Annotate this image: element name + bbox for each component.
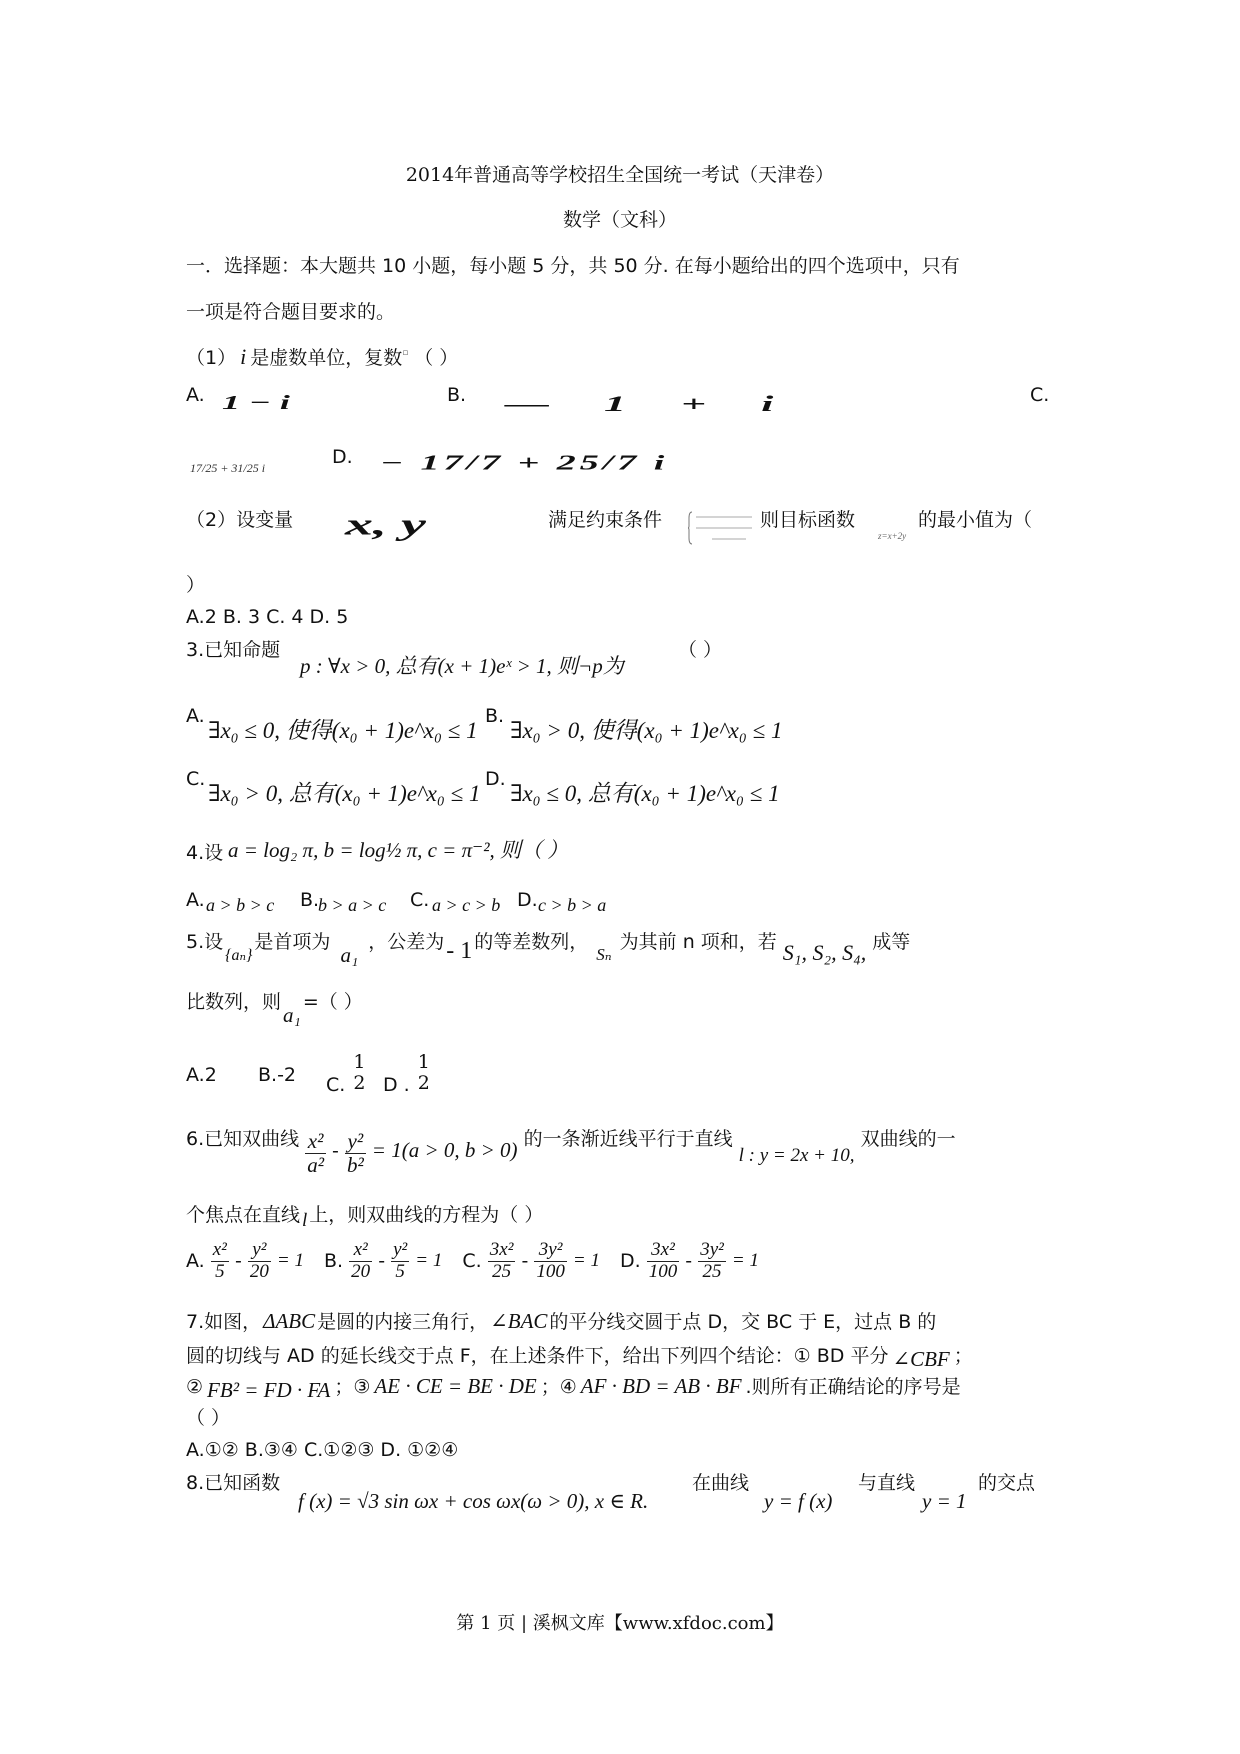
q7-line2 xyxy=(186,1344,973,1371)
q3-option-d-label: D. xyxy=(485,768,506,790)
q7-text: 圆的切线与 AD 的延长线交于点 F，在上述条件下，给出下列四个结论：① BD 平分 xyxy=(186,1345,889,1367)
q7-conclusion-3: AE · CE = BE · DE xyxy=(374,1374,537,1398)
q2-options: A.2 B. 3 C. 4 D. 5 xyxy=(186,606,349,628)
q6-c-frac2 xyxy=(534,1240,567,1283)
q6-line2 xyxy=(186,1204,544,1231)
q7-text: 的平分线交圆于点 D，交 BC 于 E，过点 B 的 xyxy=(549,1311,937,1333)
q2-stem-c: 则目标函数 xyxy=(760,509,856,531)
q8-line: y = 1 xyxy=(922,1489,967,1513)
page-title: 2014年普通高等学校招生全国统一考试（天津卷） xyxy=(405,164,835,186)
q1-option-d-label: D. xyxy=(332,446,353,468)
equals-one: = 1 xyxy=(731,1249,759,1271)
q2-objective: z=x+2y xyxy=(878,531,907,541)
q7-triangle: ΔABC xyxy=(263,1309,316,1333)
q2-vars: x, y xyxy=(345,507,426,542)
q4-option-b-label: B. xyxy=(300,889,320,911)
q8-stem-b: 在曲线 xyxy=(692,1472,750,1494)
q7-angle: ∠BAC xyxy=(490,1309,548,1333)
q6-option-b xyxy=(324,1240,442,1283)
q4-option-a-label: A. xyxy=(186,889,205,911)
q5-option-b: B.-2 xyxy=(258,1064,297,1086)
q6-line2-l: l xyxy=(302,1210,308,1231)
q1-option-b-label: B. xyxy=(447,384,467,406)
frac-num: y² xyxy=(248,1240,271,1262)
q5-c-num: 1 xyxy=(353,1051,366,1073)
q5-option-c xyxy=(326,1051,367,1097)
frac-num: 3x² xyxy=(489,1239,514,1260)
q3-option-c-label: C. xyxy=(186,768,206,790)
q7-text: .则所有正确结论的序号是 xyxy=(745,1376,961,1398)
minus-sign: - xyxy=(378,1249,386,1272)
q5-d-den: 2 xyxy=(417,1071,430,1094)
q3-paren: （ ） xyxy=(678,639,723,661)
minus-sign: - xyxy=(234,1249,242,1272)
q5-seq: {aₙ} xyxy=(225,947,253,964)
q6-frac-y-den: b² xyxy=(346,1153,364,1178)
q7-text: ； xyxy=(953,1345,973,1367)
q6-b-frac2 xyxy=(391,1240,409,1283)
q3-option-d: ∃x₀ ≤ 0, 总有(x₀ + 1)e^x₀ ≤ 1 xyxy=(510,781,780,806)
q6-frac-x-den: a² xyxy=(307,1153,324,1178)
q6-option-c-label: C. xyxy=(462,1249,482,1272)
q1-paren: （ ） xyxy=(414,347,459,369)
q3-option-b: ∃x₀ > 0, 使得(x₀ + 1)e^x₀ ≤ 1 xyxy=(510,718,783,743)
q4-option-b: b > a > c xyxy=(318,895,387,915)
q3-option-c: ∃x₀ > 0, 总有(x₀ + 1)e^x₀ ≤ 1 xyxy=(208,781,481,806)
equals-one: = 1 xyxy=(276,1249,304,1271)
minus-sign: - xyxy=(521,1249,529,1272)
q5-line2-b: =（ ） xyxy=(302,991,363,1013)
q7-conclusion-4: AF · BD = AB · BF xyxy=(580,1374,742,1398)
q7-conclusion-2: FB² = FD · FA xyxy=(207,1378,331,1402)
q6-option-c xyxy=(462,1240,600,1283)
q7-text: ② xyxy=(186,1376,204,1398)
q3-option-a: ∃x₀ ≤ 0, 使得(x₀ + 1)e^x₀ ≤ 1 xyxy=(208,718,478,743)
q6-b-frac1 xyxy=(349,1240,372,1283)
q6-option-d-label: D. xyxy=(620,1249,641,1272)
q7-angle2: ∠CBF xyxy=(892,1347,950,1371)
q6-line1 xyxy=(186,1130,956,1177)
q6-a-frac2 xyxy=(248,1240,271,1283)
frac-num: y² xyxy=(393,1239,408,1260)
q1-text: 是虚数单位，复数 xyxy=(250,347,403,369)
frac-den: 20 xyxy=(351,1260,371,1282)
q2-stem-e: ） xyxy=(186,574,206,596)
frac-num: 3y² xyxy=(700,1239,724,1260)
q3-option-a-label: A. xyxy=(186,705,205,727)
q6-options xyxy=(186,1240,759,1283)
q6-frac-x-num: x² xyxy=(305,1130,326,1154)
q2-stem-b: 满足约束条件 xyxy=(548,509,663,531)
q7-text: 7.如图， xyxy=(186,1311,262,1333)
q5-option-d-frac xyxy=(416,1052,432,1094)
q6-stem-a: 6.已知双曲线 xyxy=(186,1128,300,1151)
q5-option-d xyxy=(383,1051,432,1097)
frac-den: 5 xyxy=(215,1260,225,1282)
q3-stem: 3.已知命题 xyxy=(186,639,281,661)
q6-stem-c: 双曲线的一 xyxy=(860,1128,956,1151)
q5-option-c-frac xyxy=(351,1052,367,1094)
q5-sn: Sₙ xyxy=(596,945,612,964)
frac-num: x² xyxy=(349,1240,372,1262)
minus-sign: - xyxy=(685,1249,693,1272)
q6-option-a-label: A. xyxy=(186,1249,205,1272)
q6-line2-a: 个焦点在直线 xyxy=(186,1204,301,1226)
q5-c-den: 2 xyxy=(353,1071,366,1094)
frac-den: 25 xyxy=(702,1260,722,1282)
q3-formula: p : ∀x > 0, 总有(x + 1)eˣ > 1, 则¬p为 xyxy=(300,654,624,678)
q5-stem-e: 为其前 n 项和，若 xyxy=(619,931,777,953)
q2-stem-a: （2）设变量 xyxy=(186,509,294,531)
q7-line3 xyxy=(186,1374,961,1402)
equals-one: = 1 xyxy=(415,1249,443,1271)
q1-option-b: — 1 + i xyxy=(505,391,796,416)
section-intro-line1: 一．选择题：本大题共 10 小题，每小题 5 分，共 50 分. 在每小题给出的四个选项中，只有 xyxy=(186,255,960,277)
q7-line1 xyxy=(186,1310,936,1333)
q4-option-a: a > b > c xyxy=(206,895,275,915)
q1-imag-unit: i xyxy=(240,344,247,369)
q6-line2-b: 上，则双曲线的方程为（ ） xyxy=(309,1204,544,1226)
frac-den: 100 xyxy=(648,1260,678,1282)
q3-option-b-label: B. xyxy=(485,705,505,727)
frac-den: 5 xyxy=(395,1260,405,1282)
q5-option-a: A.2 xyxy=(186,1064,217,1086)
q5-stem-a: 5.设 xyxy=(186,931,224,953)
question-1-stem xyxy=(186,345,458,369)
q5-option-d-label: D . xyxy=(383,1074,410,1097)
q6-frac-y xyxy=(345,1130,366,1177)
q5-line2-a: 比数列，则 xyxy=(186,991,282,1013)
q2-stem-d: 的最小值为（ xyxy=(918,509,1033,531)
q6-d-frac2 xyxy=(698,1240,726,1283)
equals-one: = 1 xyxy=(572,1249,600,1271)
q6-c-frac1 xyxy=(488,1240,516,1283)
q8-formula: f (x) = √3 sin ωx + cos ωx(ω > 0), x ∈ R. xyxy=(298,1489,649,1513)
section-intro-line2: 一项是符合题目要求的。 xyxy=(186,301,396,323)
q6-option-b-label: B. xyxy=(324,1249,344,1272)
q8-stem-c: 与直线 xyxy=(858,1472,916,1494)
q5-stem-b: 是首项为 xyxy=(254,931,331,953)
frac-den: 100 xyxy=(536,1260,565,1282)
q5-line2 xyxy=(186,990,363,1027)
q7-text: ；④ xyxy=(540,1376,577,1398)
q5-stem-f: 成等 xyxy=(872,931,911,953)
q1-option-c-label: C. xyxy=(1030,384,1050,406)
q7-options: A.①② B.③④ C.①②③ D. ①②④ xyxy=(186,1439,459,1461)
frac-num: x² xyxy=(212,1239,227,1260)
q1-option-a-label: A. xyxy=(186,384,205,406)
q6-d-frac1 xyxy=(647,1240,680,1283)
q6-line: l : y = 2x + 10, xyxy=(738,1145,855,1167)
q2-constraints-image xyxy=(688,510,758,546)
q5-a1: a₁ xyxy=(340,943,359,967)
q7-text: ；③ xyxy=(334,1376,371,1398)
q5-d-num: 1 xyxy=(417,1051,430,1073)
frac-num: 3y² xyxy=(534,1240,567,1262)
frac-num: 3x² xyxy=(647,1240,680,1262)
q7-line4: （ ） xyxy=(186,1407,231,1429)
q5-line1 xyxy=(186,928,911,967)
q5-stem-d: 的等差数列， xyxy=(474,931,589,953)
q5-d: - 1 xyxy=(446,938,473,964)
frac-den: 25 xyxy=(492,1260,512,1282)
q6-option-a xyxy=(186,1240,304,1283)
q1-complex-image: ▫ xyxy=(402,347,409,358)
q4-option-d: c > b > a xyxy=(538,895,607,915)
frac-den: 20 xyxy=(249,1260,269,1282)
q8-stem-d: 的交点 xyxy=(978,1472,1036,1494)
q4-option-d-label: D. xyxy=(517,889,538,911)
q4-formula: a = log₂ π, b = log½ π, c = π⁻², 则（ ） xyxy=(228,838,569,862)
q6-cond: = 1(a > 0, b > 0) xyxy=(371,1138,518,1163)
q5-line2-a1: a₁ xyxy=(283,1003,301,1027)
q6-a-frac1 xyxy=(211,1240,229,1283)
q1-option-c: 17/25 + 31/25 i xyxy=(190,461,266,475)
q8-curve: y = f (x) xyxy=(764,1489,833,1513)
q4-option-c: a > c > b xyxy=(432,895,501,915)
q1-number: （1） xyxy=(186,347,237,369)
q5-terms: S₁, S₂, S₄, xyxy=(782,940,867,965)
q5-option-c-label: C. xyxy=(326,1074,346,1097)
q1-option-a: 1 − i xyxy=(222,391,290,414)
page-footer: 第 1 页 | 溪枫文库【www.xfdoc.com】 xyxy=(456,1613,784,1634)
q6-stem-b: 的一条渐近线平行于直线 xyxy=(523,1128,733,1151)
q6-option-d xyxy=(620,1240,759,1283)
q4-stem: 4.设 xyxy=(186,842,224,864)
q7-text: 是圆的内接三角行， xyxy=(317,1311,489,1333)
q4-option-c-label: C. xyxy=(410,889,430,911)
q5-stem-c: ，公差为 xyxy=(368,931,445,953)
q6-minus: - xyxy=(332,1140,339,1163)
constraint-system-icon xyxy=(688,510,758,546)
q6-frac-x xyxy=(305,1130,326,1177)
q1-option-d: − 17/7 + 25/7 i xyxy=(380,451,669,475)
q6-frac-y-num: y² xyxy=(345,1130,366,1154)
q8-stem: 8.已知函数 xyxy=(186,1472,281,1494)
page-subtitle: 数学（文科） xyxy=(562,209,677,231)
